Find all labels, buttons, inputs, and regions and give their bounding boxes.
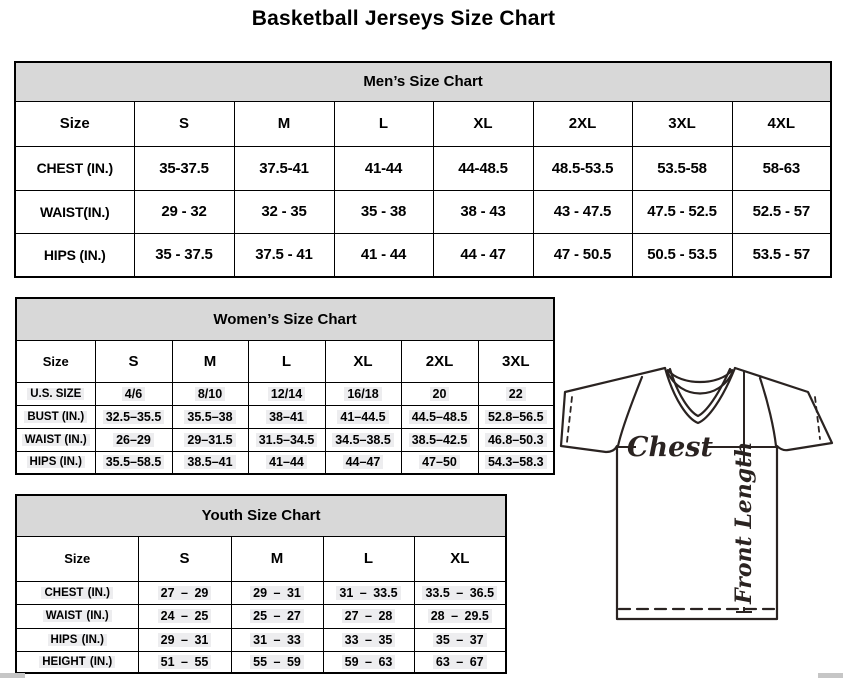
table-header-row: [15, 101, 831, 146]
table-row: [16, 604, 506, 628]
size-value-cell: [248, 428, 325, 451]
mens-table-header: Men’s Size Chart: [15, 62, 831, 101]
size-value-cell: 47 - 50.5: [533, 233, 632, 277]
size-value-cell: 53.5-58: [632, 146, 732, 190]
size-value: 25 – 27: [250, 609, 304, 623]
size-value-cell: [172, 405, 248, 428]
row-label-text: WAIST (IN.): [43, 610, 112, 622]
row-label: [16, 628, 138, 651]
row-label: CHEST (IN.): [15, 146, 134, 190]
column-header: M: [172, 340, 248, 382]
size-value-cell: [231, 604, 323, 628]
size-value-cell: [325, 451, 401, 474]
size-value: 51 – 55: [158, 655, 212, 669]
column-header: 2XL: [533, 101, 632, 146]
size-value-cell: 43 - 47.5: [533, 190, 632, 233]
size-value-cell: 44 - 47: [433, 233, 533, 277]
size-value: 52.8–56.5: [485, 410, 547, 424]
size-value-cell: [95, 405, 172, 428]
size-value: 54.3–58.3: [485, 455, 547, 469]
size-value-cell: [95, 451, 172, 474]
row-label: [16, 405, 95, 428]
column-header: 2XL: [401, 340, 478, 382]
column-header: M: [231, 536, 323, 581]
table-band-row: [15, 62, 831, 101]
mens-size-table: [14, 61, 832, 278]
size-value-cell: [95, 428, 172, 451]
row-label: [16, 382, 95, 405]
size-value: 24 – 25: [158, 609, 212, 623]
size-value-cell: [401, 428, 478, 451]
size-value-cell: [231, 628, 323, 651]
table-row: [16, 451, 554, 474]
size-value: 44.5–48.5: [409, 410, 471, 424]
row-label-text: HIPS (IN.): [27, 456, 85, 468]
womens-table-header: Women’s Size Chart: [16, 298, 554, 340]
row-label: [16, 428, 95, 451]
row-label: WAIST(IN.): [15, 190, 134, 233]
table-row: [16, 382, 554, 405]
column-header: XL: [414, 536, 506, 581]
size-value-cell: [325, 405, 401, 428]
size-value: 46.8–50.3: [485, 433, 547, 447]
size-value-cell: [138, 651, 231, 673]
row-label-text: U.S. SIZE: [27, 388, 84, 400]
size-value-cell: [231, 651, 323, 673]
row-label: [16, 451, 95, 474]
column-header: 3XL: [632, 101, 732, 146]
size-value-cell: 37.5-41: [234, 146, 334, 190]
chest-label: Chest: [627, 432, 713, 463]
column-header: Size: [15, 101, 134, 146]
size-value: 55 – 59: [250, 655, 304, 669]
column-header: S: [134, 101, 234, 146]
size-value-cell: [478, 451, 554, 474]
womens-size-table: [15, 297, 555, 475]
size-value: 31 – 33.5: [336, 586, 400, 600]
size-value-cell: [248, 451, 325, 474]
armhole-seam-right: [760, 378, 776, 446]
size-value-cell: [323, 604, 414, 628]
table-row: [16, 405, 554, 428]
size-value: 63 – 67: [433, 655, 487, 669]
size-value-cell: 50.5 - 53.5: [632, 233, 732, 277]
size-value-cell: [323, 628, 414, 651]
size-value-cell: [414, 581, 506, 604]
row-label-text: HEIGHT (IN.): [39, 656, 115, 668]
size-value-cell: [95, 382, 172, 405]
size-value-cell: 35-37.5: [134, 146, 234, 190]
table-row: [16, 628, 506, 651]
size-value-cell: [138, 581, 231, 604]
size-value: 41–44: [266, 455, 307, 469]
size-value: 38–41: [266, 410, 307, 424]
size-value: 31.5–34.5: [256, 433, 318, 447]
size-value: 22: [506, 387, 526, 401]
size-value-cell: [401, 382, 478, 405]
size-value-cell: [325, 428, 401, 451]
size-value-cell: [414, 628, 506, 651]
jersey-outline: [561, 368, 832, 619]
page-title: Basketball Jerseys Size Chart: [251, 7, 556, 30]
size-value-cell: 44-48.5: [433, 146, 533, 190]
cuff-stitch-left: [567, 397, 572, 442]
row-label-text: WAIST (IN.): [22, 434, 90, 446]
size-value-cell: 35 - 37.5: [134, 233, 234, 277]
collar-back-line: [668, 370, 732, 382]
size-value-cell: [414, 651, 506, 673]
size-value-cell: [231, 581, 323, 604]
front-length-label: Front Length: [731, 441, 757, 604]
size-value: 28 – 29.5: [428, 609, 492, 623]
column-header: XL: [433, 101, 533, 146]
size-value-cell: [172, 382, 248, 405]
table-row: [16, 581, 506, 604]
size-value-cell: [401, 451, 478, 474]
column-header: L: [248, 340, 325, 382]
size-value-cell: [478, 405, 554, 428]
size-value-cell: 32 - 35: [234, 190, 334, 233]
size-value: 29–31.5: [184, 433, 235, 447]
size-value-cell: 35 - 38: [334, 190, 433, 233]
size-value-cell: [172, 428, 248, 451]
horizontal-scrollbar-fragment-right[interactable]: [818, 673, 843, 678]
table-row: [16, 651, 506, 673]
size-value: 35 – 37: [433, 633, 487, 647]
size-value-cell: 58-63: [732, 146, 831, 190]
size-value-cell: [414, 604, 506, 628]
column-header: Size: [16, 536, 138, 581]
size-value: 41–44.5: [337, 410, 388, 424]
size-value: 16/18: [344, 387, 381, 401]
size-value-cell: [478, 428, 554, 451]
column-header: Size: [16, 340, 95, 382]
youth-table-header: Youth Size Chart: [16, 495, 506, 536]
horizontal-scrollbar-fragment-left[interactable]: [0, 673, 25, 678]
size-value: 29 – 31: [158, 633, 212, 647]
table-row: [15, 190, 831, 233]
row-label-text: BUST (IN.): [24, 411, 87, 423]
table-header-row: [16, 536, 506, 581]
size-value-cell: [248, 405, 325, 428]
column-header: XL: [325, 340, 401, 382]
size-value-cell: [248, 382, 325, 405]
size-value-cell: [325, 382, 401, 405]
size-value-cell: [138, 628, 231, 651]
size-value-cell: 48.5-53.5: [533, 146, 632, 190]
size-value-cell: [138, 604, 231, 628]
size-value: 47–50: [419, 455, 460, 469]
size-value-cell: 53.5 - 57: [732, 233, 831, 277]
size-value: 33.5 – 36.5: [422, 586, 497, 600]
size-value-cell: 52.5 - 57: [732, 190, 831, 233]
size-value: 12/14: [268, 387, 305, 401]
table-row: [15, 233, 831, 277]
size-value-cell: 41-44: [334, 146, 433, 190]
size-value-cell: 37.5 - 41: [234, 233, 334, 277]
size-value: 27 – 29: [158, 586, 212, 600]
size-value-cell: 41 - 44: [334, 233, 433, 277]
column-header: 3XL: [478, 340, 554, 382]
size-value-cell: [478, 382, 554, 405]
size-value: 20: [430, 387, 450, 401]
size-value: 38.5–41: [184, 455, 235, 469]
column-header: L: [334, 101, 433, 146]
size-value-cell: 29 - 32: [134, 190, 234, 233]
column-header: 4XL: [732, 101, 831, 146]
size-value: 33 – 35: [342, 633, 396, 647]
column-header: L: [323, 536, 414, 581]
size-value: 38.5–42.5: [409, 433, 471, 447]
table-row: [16, 428, 554, 451]
table-band-row: [16, 298, 554, 340]
youth-size-table: [15, 494, 507, 674]
size-value: 4/6: [122, 387, 145, 401]
jersey-diagram: [556, 362, 840, 625]
size-value: 27 – 28: [342, 609, 396, 623]
table-header-row: [16, 340, 554, 382]
table-band-row: [16, 495, 506, 536]
size-value-cell: [323, 581, 414, 604]
column-header: S: [95, 340, 172, 382]
column-header: M: [234, 101, 334, 146]
size-value-cell: [401, 405, 478, 428]
size-value-cell: [172, 451, 248, 474]
table-row: [15, 146, 831, 190]
row-label-text: CHEST (IN.): [41, 587, 113, 599]
column-header: S: [138, 536, 231, 581]
row-label: [16, 651, 138, 673]
size-value: 59 – 63: [342, 655, 396, 669]
size-value: 26–29: [113, 433, 154, 447]
size-value-cell: 38 - 43: [433, 190, 533, 233]
size-value: 35.5–58.5: [103, 455, 165, 469]
row-label: HIPS (IN.): [15, 233, 134, 277]
row-label: [16, 581, 138, 604]
size-value-cell: 47.5 - 52.5: [632, 190, 732, 233]
size-value: 35.5–38: [184, 410, 235, 424]
size-value-cell: [323, 651, 414, 673]
row-label: [16, 604, 138, 628]
size-value: 32.5–35.5: [103, 410, 165, 424]
size-value: 8/10: [195, 387, 225, 401]
size-value: 44–47: [343, 455, 384, 469]
size-value: 29 – 31: [250, 586, 304, 600]
size-value: 34.5–38.5: [332, 433, 394, 447]
size-value: 31 – 33: [250, 633, 304, 647]
row-label-text: HIPS (IN.): [48, 634, 107, 646]
